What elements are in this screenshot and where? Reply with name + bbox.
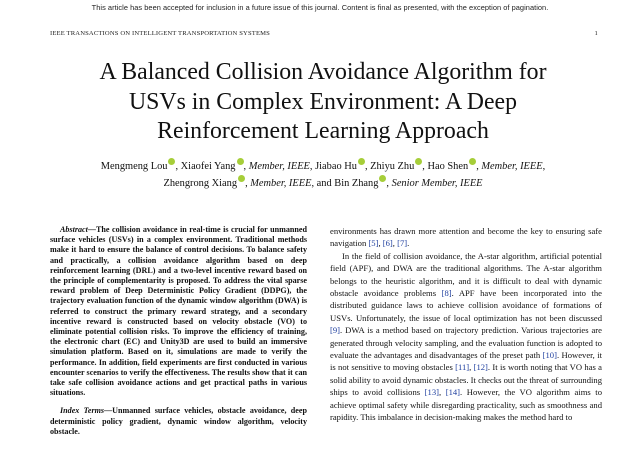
index-terms-text: Unmanned surface vehicles, obstacle avoidance, deep deterministic policy gradient, dynamic window algorithm, velocity obstacle. [50,406,307,436]
abstract-label: Abstract— [60,225,96,234]
intro-text: . However, it is not sensitive to moving obstacles [330,350,602,373]
intro-text: . [407,238,410,249]
paper-title [40,58,606,147]
intro-text: , [469,362,474,373]
citation-link[interactable]: [10] [542,350,557,361]
intro-text: . However, the VO algorithm aims to achieve optimal safety while disregarding practicality, such as smoothness and rapidity. This imbalance in decision-making makes the method hard to [330,387,602,423]
author-role: Member, IEEE [248,161,310,172]
intro-text: , [439,387,446,398]
author-role: Member, IEEE [250,178,312,189]
author-name: Zhengrong Xiang [163,178,238,189]
citation-link[interactable]: [9] [330,325,341,336]
right-column [330,225,602,424]
intro-text: , [378,238,383,249]
orcid-icon[interactable] [238,175,245,182]
citation-link[interactable]: [12] [473,362,488,373]
title-line: USVs in Complex Environment: A Deep [128,88,517,115]
author-name: Jiabao Hu [315,161,357,172]
citation-link[interactable]: [14] [445,387,461,398]
acceptance-notice: This article has been accepted for inclusion in a future issue of this journal. Content is final as presented, with the exception of pagination. [91,3,549,12]
citation-link[interactable]: [6] [382,238,393,249]
author-list [30,158,616,192]
intro-text: . It is worth noting that VO has a solid ability to avoid dynamic obstacles. It checks out the threat of surrounding ships to avoid collisions [330,362,602,398]
orcid-icon[interactable] [168,158,175,165]
citation-link[interactable]: [13] [424,387,439,398]
citation-link[interactable]: [8] [441,288,452,299]
author-line: Mengmeng Lou , Xiaofei Yang , Member, IEEE, Jiabao Hu , Zhiyu Zhu , Hao Shen , Member, IEEE, [30,158,616,175]
intro-text: . DWA is a method based on trajectory prediction. Various trajectories are generated through velocity sampling, and the evaluation function is adopted to evaluate the advantages and disadvantages of the preset path [330,325,602,361]
title-line: A Balanced Collision Avoidance Algorithm for [99,59,547,85]
intro-text: , [392,238,398,249]
intro-text: . APF have been incorporated into the distributed guidance laws to achieve collision avoidance of formations of USVs. Unfortunately, the issue of local optimization has not been discussed [330,288,602,323]
orcid-icon[interactable] [415,158,422,165]
intro-paragraph [330,225,602,250]
abstract [50,225,307,398]
intro-text: In the field of collision avoidance, the A-star algorithm, artificial potential field (APF), and DWA are the traditional algorithms. The A-star algorithm belongs to the heuristic algorithm, and it is difficult to deal with dynamic obstacle avoidance problems [330,250,602,299]
intro-paragraph [330,250,602,424]
abstract-text: The collision avoidance in real-time is crucial for unmanned surface vehicles (USVs) in a complex environment. Traditional methods make it hard to ensure the balance of control decisions. To balance safety and practically, a collision avoidance algorithm based on deep reinforcement learning (DRL) and a two-level incentive reward based on the principle of complementarity is proposed. To address the vital sparse reward problem of Deep Deterministic Policy Gradient (DDPG), the trajectory evaluation function of the dynamic window algorithm (DWA) is referred to construct the primary reward strategy, and a secondary incentive reward is constructed based on velocity obstacle (VO) to eliminate potential collision risks. To improve the efficiency of training, the electronic chart (EC) and Unity3D are used to build an immersive simulation platform. Based on it, simulations are made to verify the performance. In addition, field experiments are first conducted in various encounter scenarios to verify the effectiveness. The results show that it can take safe collision avoidance actions and get practical paths in various situations. [50,225,307,398]
index-terms-label: Index Terms— [60,406,113,416]
citation-link[interactable]: [11] [455,362,470,373]
left-column [50,225,307,437]
orcid-icon[interactable] [379,175,386,182]
index-terms [50,406,307,437]
citation-link[interactable]: [5] [368,238,379,249]
orcid-icon[interactable] [469,158,476,165]
author-name: Xiaofei Yang [180,161,236,172]
title-line: Reinforcement Learning Approach [157,118,489,144]
author-line: Zhengrong Xiang , Member, IEEE, and Bin Zhang , Senior Member, IEEE [30,175,616,192]
author-name: Zhiyu Zhu [370,161,415,172]
author-name: Mengmeng Lou [100,161,168,172]
author-role: Senior Member, IEEE [391,178,483,189]
page-number: 1 [594,30,598,37]
author-name: Bin Zhang [334,178,379,189]
author-role: Member, IEEE [481,161,543,172]
orcid-icon[interactable] [237,158,244,165]
author-conjunction: and [316,178,332,189]
orcid-icon[interactable] [358,158,365,165]
journal-name: IEEE TRANSACTIONS ON INTELLIGENT TRANSPORTATION SYSTEMS [50,30,270,37]
intro-text: environments has drawn more attention and become the key to ensuring safe navigation [330,226,602,249]
author-name: Hao Shen [427,161,469,172]
citation-link[interactable]: [7] [397,238,408,249]
